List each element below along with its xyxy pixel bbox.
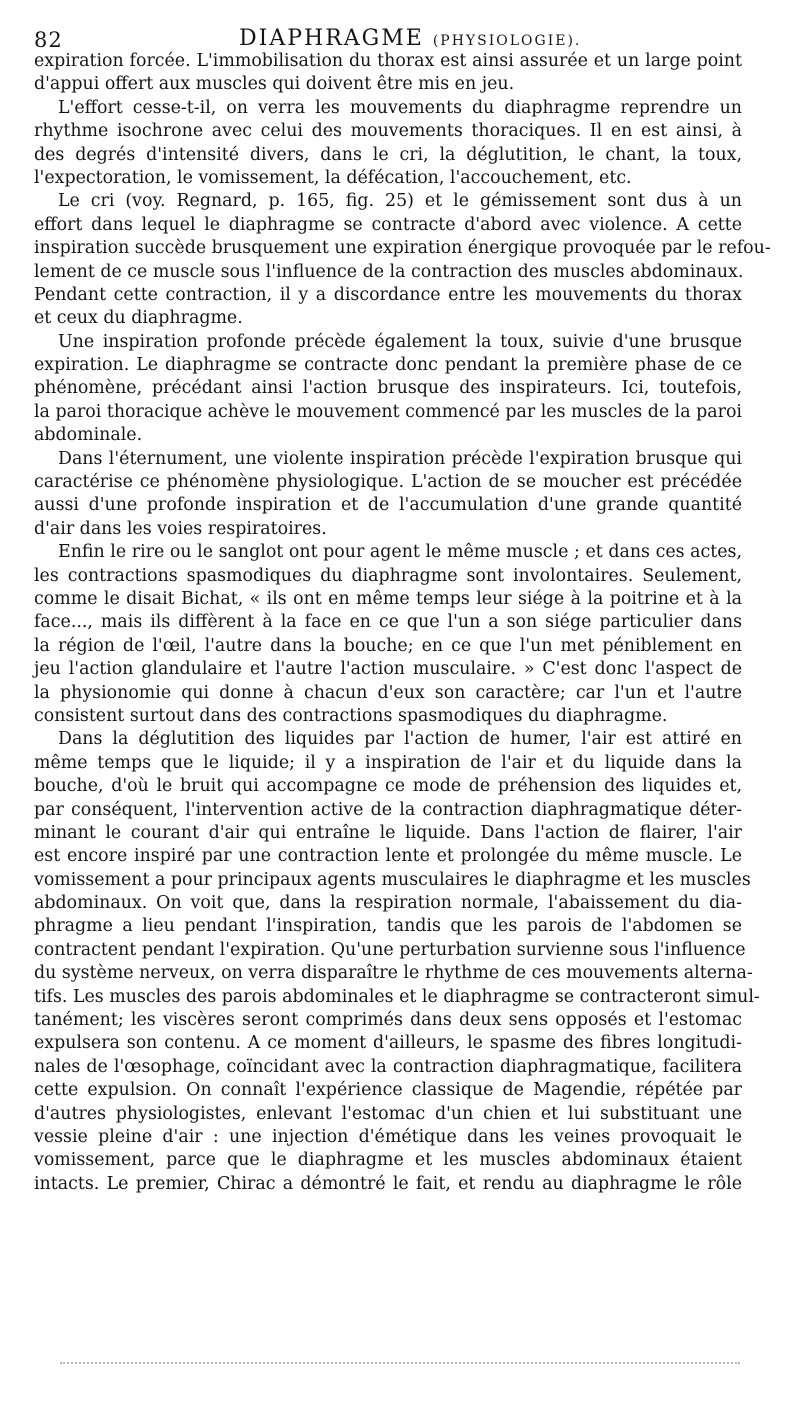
running-title: DIAPHRAGME [239,26,424,51]
text-line: minant le courant d'air qui entraîne le liquide. Dans l'action de flairer, l'air [34,822,742,843]
text-line: expulsera son contenu. A ce moment d'ailleurs, le spasme des fibres longitudi- [34,1033,742,1054]
text-line: intacts. Le premier, Chirac a démontré le fait, et rendu au diaphragme le rôle [34,1173,742,1194]
text-line: Dans la déglutition des liquides par l'action de humer, l'air est attiré en [58,729,742,750]
text-line: caractérise ce phénomène physiologique. L'action de se moucher est précédée [34,472,742,493]
text-line: les contractions spasmodiques du diaphragme sont involontaires. Seulement, [34,565,742,586]
text-line: Une inspiration profonde précède également la toux, suivie d'une brusque [58,331,742,352]
text-line: d'air dans les voies respiratoires. [34,518,327,539]
text-line: expiration. Le diaphragme se contracte donc pendant la première phase de ce [34,355,742,376]
text-line: la paroi thoracique achève le mouvement commencé par les muscles de la paroi [34,401,742,422]
footer-rule [60,1362,740,1365]
text-line: vessie pleine d'air : une injection d'émétique dans les veines provoquait le [34,1126,742,1147]
text-line: face..., mais ils diffèrent à la face en ce que l'un a son siége particulier dans [34,612,742,633]
text-line: des degrés d'intensité divers, dans le cri, la déglutition, le chant, la toux, [34,144,742,165]
text-line: vomissement a pour principaux agents musculaires le diaphragme et les muscles [34,869,751,890]
text-line: tifs. Les muscles des parois abdominales et le diaphragme se contracteront simul- [34,986,760,1007]
text-line: Dans l'éternument, une violente inspiration précède l'expiration brusque qui [58,448,742,469]
text-line: la région de l'œil, l'autre dans la bouche; en ce que l'un met péniblement en [34,635,742,656]
text-line: Pendant cette contraction, il y a discordance entre les mouvements du thorax [34,284,742,305]
text-line: contractent pendant l'expiration. Qu'une perturbation survienne sous l'influence [34,939,746,960]
text-line: même temps que le liquide; il y a inspiration de l'air et du liquide dans la [34,752,742,773]
text-line: l'expectoration, le vomissement, la défécation, l'accouchement, etc. [34,167,632,188]
text-line: d'autres physiologistes, enlevant l'estomac d'un chien et lui substituant une [34,1103,742,1124]
text-line: et ceux du diaphragme. [34,308,243,329]
text-line: jeu l'action glandulaire et l'autre l'action musculaire. » C'est donc l'aspect de [34,659,742,680]
text-line: cette expulsion. On connaît l'expérience classique de Magendie, répétée par [34,1080,742,1101]
text-line: Enfin le rire ou le sanglot ont pour agent le même muscle ; et dans ces actes, [58,542,742,563]
text-line: phragme a lieu pendant l'inspiration, tandis que les parois de l'abdomen se [34,916,742,937]
body-text [34,50,771,1196]
text-line: L'effort cesse-t-il, on verra les mouvements du diaphragme reprendre un [58,97,742,118]
text-line: vomissement, parce que le diaphragme et les muscles abdominaux étaient [34,1150,742,1171]
running-subtitle: (PHYSIOLOGIE). [432,33,582,49]
text-line: effort dans lequel le diaphragme se contracte d'abord avec violence. A cette [34,214,742,235]
text-line: est encore inspiré par une contraction lente et prolongée du même muscle. Le [34,846,742,867]
page-number: 82 [34,28,63,52]
text-line: abdominale. [34,425,143,446]
text-line: d'appui offert aux muscles qui doivent être mis en jeu. [34,74,515,95]
text-line: lement de ce muscle sous l'influence de la contraction des muscles abdominaux. [34,261,744,282]
running-head [239,26,581,51]
text-line: par conséquent, l'intervention active de la contraction diaphragmatique déter- [34,799,742,820]
text-line: bouche, d'où le bruit qui accompagne ce mode de préhension des liquides et, [34,776,742,797]
text-line: comme le disait Bichat, « ils ont en même temps leur siége à la poitrine et à la [34,588,742,609]
text-line: du système nerveux, on verra disparaître le rhythme de ces mouvements alterna- [34,963,753,984]
text-line: aussi d'une profonde inspiration et de l'accumulation d'une grande quantité [34,495,742,516]
text-line: inspiration succède brusquement une expiration énergique provoquée par le refou- [34,238,771,259]
text-line: tanément; les viscères seront comprimés dans deux sens opposés et l'estomac [34,1010,742,1031]
text-line: rhythme isochrone avec celui des mouvements thoraciques. Il en est ainsi, à [34,121,742,142]
text-line: expiration forcée. L'immobilisation du thorax est ainsi assurée et un large point [34,51,742,71]
text-line: abdominaux. On voit que, dans la respiration normale, l'abaissement du dia- [34,893,742,914]
text-line: phénomène, précédant ainsi l'action brusque des inspirateurs. Ici, toutefois, [34,378,742,399]
text-line: Le cri (voy. Regnard, p. 165, fig. 25) et le gémissement sont dus à un [58,191,742,212]
text-line: consistent surtout dans des contractions spasmodiques du diaphragme. [34,705,668,726]
text-line: la physionomie qui donne à chacun d'eux son caractère; car l'un et l'autre [34,682,742,703]
text-line: nales de l'œsophage, coïncidant avec la contraction diaphragmatique, facilitera [34,1056,742,1077]
